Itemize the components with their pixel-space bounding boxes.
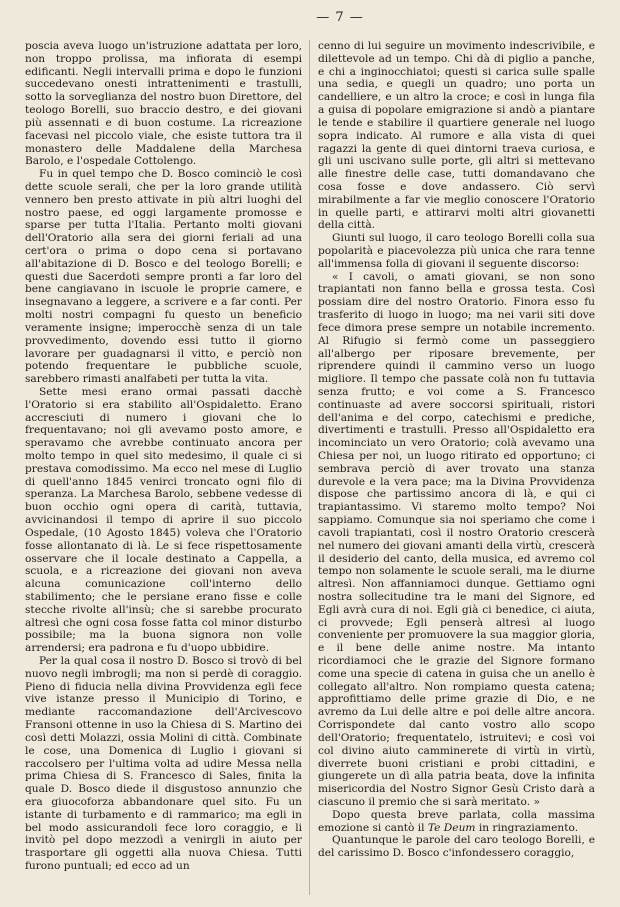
te-deum-title: Te Deum: [427, 821, 476, 834]
paragraph: Sette mesi erano ormai passati dacchè l'Oratorio si era stabilito all'Ospidaletto. Erano accresciuti di numero i giovani che lo frequentavano; noi gli avevamo posto amore, e speravamo che avrebbe continuato ancora per molto tempo in quel sito medesimo, il quale ci si prestava comodissimo. Ma ecco nel mese di Luglio di quell'anno 1845 venirci troncato ogni filo di speranza. La Marchesa Barolo, sebbene vedesse di buon occhio ogni opera di carità, tuttavia, avvicinandosi il tempo di aprire il suo piccolo Ospedale, (10 Agosto 1845) voleva che l'Oratorio fosse allontanato di là. Le si fece rispettosamente osservare che il locale destinato a Cappella, a scuola, e a ricreazione dei giovani non aveva alcuna comunicazione coll'interno dello stabilimento; che le persiane erano fisse e colle stecche rivolte all'insù; che si sarebbe procurato altresì che ogni cosa fosse fatta col minor disturbo possibile; ma la buona signora non volle arrendersi; era padrona e fu d'uopo ubbidire.: [25, 385, 302, 655]
right-column: [318, 40, 595, 860]
te-deum-sentence-start: Dopo questa breve parlata, colla massima emozione si cantò il: [318, 808, 595, 834]
speech-paragraph: « I cavoli, o amati giovani, se non sono trapiantati non fanno bella e grossa testa. Così possiam dire del nostro Oratorio. Finora esso fu trasferito di luogo in luogo; ma nei varii siti dove fece dimora prese sempre un notabile incremento. Al Rifugio si fermò come un passeggiero all'albergo per riposare brevemente, per riprendere quindi il cammino verso un luogo migliore. Il tempo che passate colà non fu tuttavia senza frutto; e voi come a S. Francesco continuaste ad avere soccorsi spirituali, ristori dell'anima e del corpo, catechismi e prediche, divertimenti e trastulli. Presso all'Ospidaletto era incominciato un vero Oratorio; colà avevamo una Chiesa per noi, un luogo ritirato ed opportuno; ci sembrava perciò di aver trovato una stanza durevole e la vera pace; ma la Divina Provvidenza dispose che partissimo ancora di là, e qui ci trapiantassimo. Vi staremo molto tempo? Noi sappiamo. Comunque sia noi speriamo che come i cavoli trapiantati, così il nostro Oratorio crescerà nel numero dei giovani amanti della virtù, crescerà il desiderio del canto, della musica, ed avremo col tempo non solamente le scuole serali, ma le diurne altresì. Non affanniamoci dunque. Gettiamo ogni nostra sollecitudine tra le mani del Signore, ed Egli avrà cura di noi. Egli già ci benedice, ci aiuta, ci provvede; Egli penserà altresì al luogo conveniente per promuovere la sua maggior gloria, e il bene delle anime nostre. Ma intanto ricordiamoci che le grazie del Signore formano come una specie di catena in guisa che un anello è collegato all'altro. Non rompiamo questa catena; approfittiamo delle prime grazie di Dio, e ne avremo da Lui delle altre e poi delle altre ancora. Corrispondete dal canto vostro allo scopo dell'Oratorio; frequentatelo, istruitevi; e così voi col divino aiuto camminerete di virtù in virtù, diverrete buoni cristiani e probi cittadini, e giungerete un dì alla patria beata, dove la infinita misericordia del Nostro Signor Gesù Cristo darà a ciascuno il premio che si sarà meritato. »: [318, 270, 595, 808]
left-column: [25, 40, 302, 873]
paragraph: Giunti sul luogo, il caro teologo Borelli colla sua popolarità e piacevolezza più unica che rara tenne all'immensa folla di giovani il seguente discorso:: [318, 232, 595, 270]
paragraph: Quantunque le parole del caro teologo Borelli, e del carissimo D. Bosco c'infondessero coraggio,: [318, 834, 595, 860]
paragraph: poscia aveva luogo un'istruzione adattata per loro, non troppo prolissa, ma infiorata di esempi edificanti. Negli intervalli prima e dopo le funzioni succedevano onesti intrattenimenti e trastulli, sotto la sorveglianza del nostro buon Direttore, del teologo Borelli, suo braccio destro, e dei giovani più assennati e di buon costume. La ricreazione facevasi nel piccolo viale, che esiste tuttora tra il monastero delle Maddalene della Marchesa Barolo, e l'ospedale Cottolengo.: [25, 40, 302, 168]
paragraph: Per la qual cosa il nostro D. Bosco si trovò di bel nuovo negli imbrogli; ma non si perdè di coraggio. Pieno di fiducia nella divina Provvidenza egli fece vive istanze presso il Municipio di Torino, e mediante raccomandazione dell'Arcivescovo Fransoni ottenne in uso la Chiesa di S. Martino dei così detti Molazzi, ossia Molini di città. Combinate le cose, una Domenica di Luglio i giovani si raccolsero per l'ultima volta ad udire Messa nella prima Chiesa di S. Francesco di Sales, finita la quale D. Bosco diede il disgustoso annunzio che era giuocoforza abbandonare quel sito. Fu un istante di turbamento e di rammarico; ma egli in bel modo assicurandoli fece loro coraggio, e li invitò pel dopo mezzodì a venirgli in aiuto per trasportare gli oggetti alla nuova Chiesa. Tutti furono puntuali; ed ecco ad un: [25, 655, 302, 872]
page-number: — 7 —: [316, 10, 364, 25]
te-deum-sentence-end: in ringraziamento.: [478, 821, 579, 834]
paragraph: cenno di lui seguire un movimento indescrivibile, e dilettevole ad un tempo. Chi dà di piglio a panche, e chi a inginocchiatoi; questi si carica sulle spalle una sedia, e quegli un quadro; uno porta un candelliere, e un altro la croce; e così in lunga fila a guisa di popolare emigrazione si andò a piantare le tende e stabilire il quartiere generale nel luogo sopra indicato. Al rumore e alla vista di quei ragazzi la gente di quei dintorni traeva curiosa, e gli uni uscivano sulle porte, gli altri si mettevano alle finestre delle case, tutti domandavano che cosa fosse e dove andassero. Ciò servì mirabilmente a far vie meglio conoscere l'Oratorio in quelle parti, e attirarvi molti altri giovanetti della città.: [318, 40, 595, 232]
paragraph: [318, 809, 595, 835]
paragraph: Fu in quel tempo che D. Bosco cominciò le così dette scuole serali, che per la loro grande utilità vennero ben presto attivate in più altri luoghi del nostro paese, ed oggi largamente promosse e sparse per tutta l'Italia. Pertanto molti giovani dell'Oratorio alla sera dei giorni feriali ad una cert'ora o prima o dopo cena si portavano all'abitazione di D. Bosco e del teologo Borelli; e questi due Sacerdoti sempre pronti a far loro del bene cangiavano in iscuole le proprie camere, e insegnavano a leggere, a scrivere e a far conti. Per molti nostri compagni fu questo un beneficio veramente insigne; imperocchè senza di un tale provvedimento, dovendo essi tutto il giorno lavorare per guadagnarsi il vitto, e perciò non potendo frequentare le pubbliche scuole, sarebbero rimasti analfabeti per tutta la vita.: [25, 168, 302, 386]
column-divider: [309, 40, 310, 895]
